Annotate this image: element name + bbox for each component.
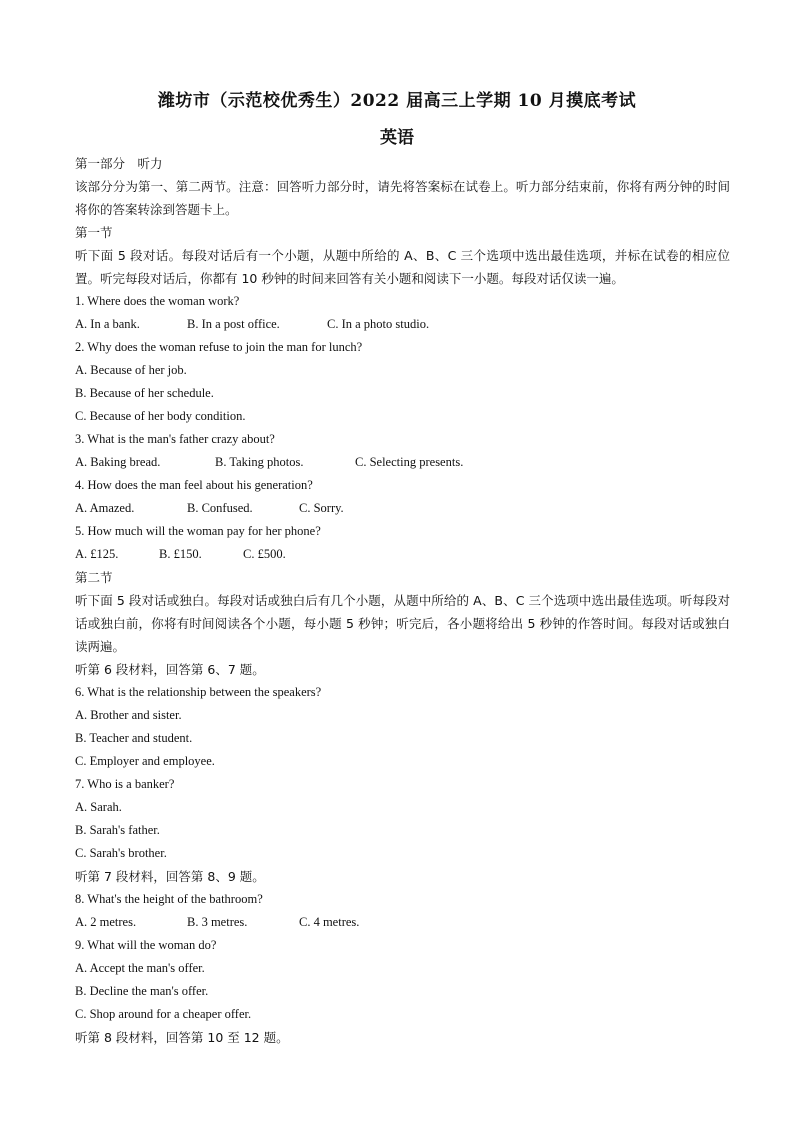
options-row [75,313,730,336]
option-c: C. 4 metres. [299,915,360,929]
subject-title: 英语 [380,128,414,148]
options-row [75,543,730,566]
option-a: A. Brother and sister. [75,708,182,722]
option-b: B. In a post office. [187,317,280,331]
options-row [75,911,730,934]
options-row [75,497,730,520]
question-text: 5. How much will the woman pay for her phone? [75,524,321,538]
option-b: B. Because of her schedule. [75,386,214,400]
option-b: B. 3 metres. [187,915,248,929]
option-a: A. Baking bread. [75,455,161,469]
option-a: A. In a bank. [75,317,140,331]
question-text: 3. What is the man's father crazy about? [75,432,275,446]
material-instruction: 听第 6 段材料，回答第 6、7 题。 [75,662,265,677]
option-c: C. Selecting presents. [355,455,464,469]
part-intro: 该部分分为第一、第二两节。注意：回答听力部分时，请先将答案标在试卷上。听力部分结束前，你将有两分钟的时间将你的答案转涂到答题卡上。 [75,179,730,217]
option-a: A. Amazed. [75,501,135,515]
option-b: B. Decline the man's offer. [75,984,209,998]
option-c: C. Sarah's brother. [75,846,167,860]
material-instruction: 听第 7 段材料，回答第 8、9 题。 [75,869,265,884]
option-b: B. Taking photos. [215,455,304,469]
question-text: 9. What will the woman do? [75,938,217,952]
options-row [75,451,730,474]
section-heading: 第二节 [75,570,113,585]
option-c: C. In a photo studio. [327,317,430,331]
question-text: 7. Who is a banker? [75,777,175,791]
question-text: 2. Why does the woman refuse to join the man for lunch? [75,340,363,354]
option-b: B. £150. [159,547,202,561]
section-heading: 第一节 [75,225,113,240]
option-a: A. Because of her job. [75,363,187,377]
page-title: 潍坊市（示范校优秀生）2022 届高三上学期 10 月摸底考试 [157,91,637,111]
option-b: B. Teacher and student. [75,731,193,745]
option-b: B. Confused. [187,501,253,515]
option-a: A. £125. [75,547,119,561]
option-c: C. Shop around for a cheaper offer. [75,1007,252,1021]
part-heading: 第一部分 听力 [75,156,163,171]
option-a: A. Accept the man's offer. [75,961,205,975]
question-text: 1. Where does the woman work? [75,294,240,308]
option-b: B. Sarah's father. [75,823,160,837]
option-a: A. Sarah. [75,800,122,814]
option-c: C. £500. [243,547,286,561]
section-intro: 听下面 5 段对话。每段对话后有一个小题，从题中所给的 A、B、C 三个选项中选出最佳选项，并标在试卷的相应位置。听完每段对话后，你都有 10 秒钟的时间来回答有关小题和阅读下一小题。每段对话仅读一遍。 [75,248,730,286]
question-text: 4. How does the man feel about his generation? [75,478,313,492]
option-c: C. Because of her body condition. [75,409,246,423]
option-c: C. Sorry. [299,501,344,515]
exam-content [75,152,730,1049]
material-instruction: 听第 8 段材料，回答第 10 至 12 题。 [75,1030,289,1045]
option-c: C. Employer and employee. [75,754,215,768]
option-a: A. 2 metres. [75,915,137,929]
question-text: 8. What's the height of the bathroom? [75,892,263,906]
section-intro: 听下面 5 段对话或独白。每段对话或独白后有几个小题，从题中所给的 A、B、C 三个选项中选出最佳选项。听每段对话或独白前，你将有时间阅读各个小题，每小题 5 秒钟；听完后，各小题将给出 5 秒钟的作答时间。每段对话或独白读两遍。 [75,593,730,654]
question-text: 6. What is the relationship between the speakers? [75,685,322,699]
